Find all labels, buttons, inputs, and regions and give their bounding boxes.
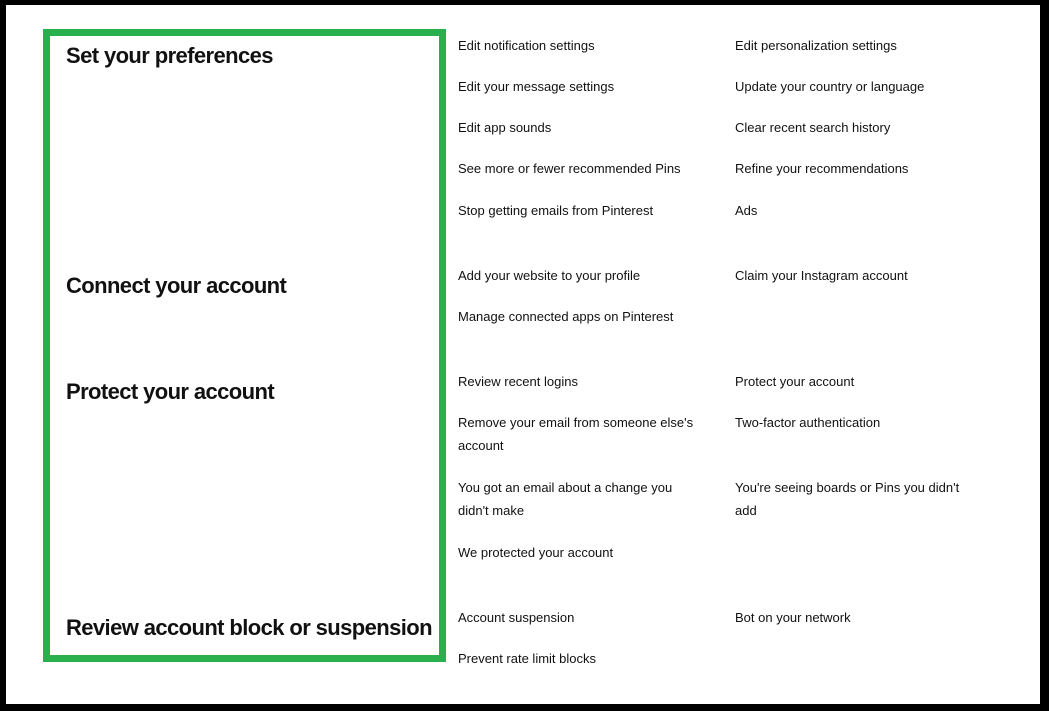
link-update-country-language[interactable]: Update your country or language (735, 79, 925, 94)
link-we-protected[interactable]: We protected your account (458, 545, 614, 560)
highlight-box (43, 29, 446, 662)
link-review-logins[interactable]: Review recent logins (458, 374, 578, 389)
link-bot-network[interactable]: Bot on your network (735, 610, 851, 625)
section-title-connect: Connect your account (66, 273, 287, 298)
link-boards-pins-didnt-add[interactable]: You're seeing boards or Pins you didn't add (735, 480, 960, 518)
link-remove-email[interactable]: Remove your email from someone else's account (458, 415, 694, 453)
link-stop-emails[interactable]: Stop getting emails from Pinterest (458, 203, 654, 218)
help-page (6, 5, 1040, 704)
link-edit-app-sounds[interactable]: Edit app sounds (458, 120, 552, 135)
link-email-change[interactable]: You got an email about a change you didn't make (458, 480, 673, 518)
link-recommended-pins[interactable]: See more or fewer recommended Pins (458, 161, 681, 176)
link-account-suspension[interactable]: Account suspension (458, 610, 575, 625)
link-add-website[interactable]: Add your website to your profile (458, 268, 641, 283)
link-edit-personalization-settings[interactable]: Edit personalization settings (735, 38, 897, 53)
section-title-block-suspension: Review account block or suspension (66, 615, 432, 640)
link-protect-account[interactable]: Protect your account (735, 374, 855, 389)
section-title-preferences: Set your preferences (66, 43, 273, 68)
link-two-factor[interactable]: Two-factor authentication (735, 415, 881, 430)
link-refine-recommendations[interactable]: Refine your recommendations (735, 161, 909, 176)
section-title-protect: Protect your account (66, 379, 275, 404)
link-claim-instagram[interactable]: Claim your Instagram account (735, 268, 908, 283)
link-rate-limit[interactable]: Prevent rate limit blocks (458, 651, 596, 666)
link-edit-notification-settings[interactable]: Edit notification settings (458, 38, 595, 53)
link-ads[interactable]: Ads (735, 203, 758, 218)
link-edit-message-settings[interactable]: Edit your message settings (458, 79, 615, 94)
link-connected-apps[interactable]: Manage connected apps on Pinterest (458, 309, 674, 324)
link-clear-search-history[interactable]: Clear recent search history (735, 120, 891, 135)
